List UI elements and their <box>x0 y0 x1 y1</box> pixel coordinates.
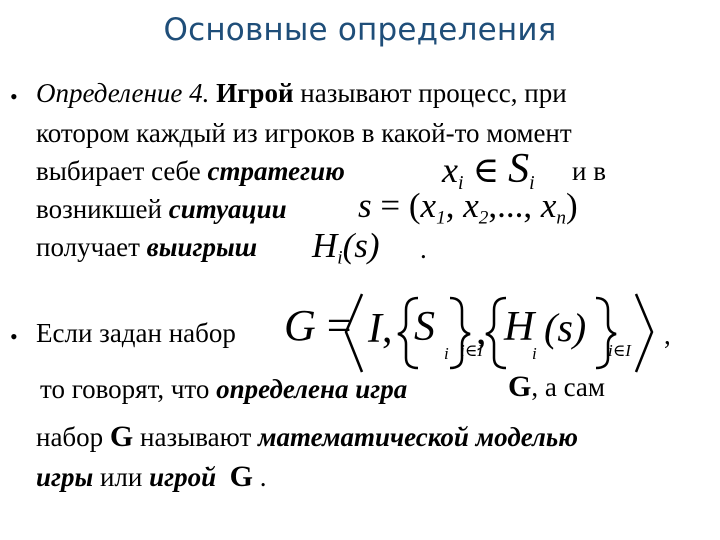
subscript: 1 <box>436 207 446 229</box>
symbol-H: H <box>312 226 338 265</box>
term-game: игрой <box>149 462 217 492</box>
line-text: то говорят, что <box>40 374 210 404</box>
symbol-I: I <box>368 306 382 352</box>
line-text <box>36 422 578 452</box>
index-range: i∈I <box>460 341 483 360</box>
definition-label: Определение 4. <box>36 78 210 108</box>
term-game: Игрой <box>216 78 294 108</box>
term-game: игры <box>36 462 94 492</box>
subscript: 2 <box>478 207 489 229</box>
symbol-G: G <box>229 460 253 493</box>
definition-line-2: котором каждый из игроков в какой-то момент <box>36 118 572 148</box>
symbol-in: ∈ <box>472 150 500 190</box>
symbol-G: G <box>284 301 316 350</box>
line-text <box>40 376 407 403</box>
line-text: Если задан набор <box>36 318 236 348</box>
line-text: получает <box>36 232 140 262</box>
line-text: выбирает себе <box>36 156 201 186</box>
symbol-H: H <box>504 304 535 350</box>
subscript: i <box>529 171 535 194</box>
term-situation: ситуации <box>168 194 287 224</box>
paren-close: ) <box>566 186 578 225</box>
line-text <box>36 462 266 492</box>
comma: , <box>664 320 671 350</box>
period: . <box>259 462 267 492</box>
subscript: n <box>556 207 567 229</box>
index-range: i∈I <box>608 341 631 360</box>
symbol-x: x <box>442 150 458 190</box>
symbol-s: s <box>358 186 372 225</box>
term-math-model: математической моделью <box>258 422 578 452</box>
line-text: называют <box>140 422 252 452</box>
symbol-eq: = <box>380 186 401 225</box>
term-strategy: стратегию <box>207 156 345 186</box>
subscript: i <box>444 344 449 363</box>
symbol-eq: = <box>326 301 352 350</box>
subscript: i <box>457 171 464 194</box>
symbol-x1: x <box>420 186 437 225</box>
symbol-xn: x <box>540 186 557 225</box>
comma: , <box>382 306 393 352</box>
bullet-marker: • <box>10 324 18 349</box>
bullet-marker: • <box>10 84 18 109</box>
symbol-S: S <box>414 304 435 350</box>
symbol-S: S <box>508 146 530 192</box>
symbol-x2: x <box>463 186 479 225</box>
line-text: набор <box>36 422 104 452</box>
term-defined-game: определена игра <box>216 374 408 404</box>
line-text: возникшей <box>36 194 162 224</box>
term-payoff: выигрыш <box>146 232 258 262</box>
line-text: , а сам <box>531 372 605 402</box>
line-text: и в <box>572 156 606 186</box>
argument: (s) <box>544 305 587 350</box>
symbol-G: G <box>508 370 532 403</box>
slide-title: Основные определения <box>163 12 557 48</box>
period: . <box>420 234 427 264</box>
line-text: или <box>99 462 143 492</box>
subscript: i <box>532 344 537 363</box>
argument: (s) <box>342 226 380 265</box>
line-text: называют процесс, при <box>300 78 567 108</box>
ellipsis: ,..., <box>488 186 533 225</box>
symbol-G: G <box>109 420 134 453</box>
paren-open: ( <box>408 186 421 225</box>
comma: , <box>445 186 455 225</box>
comma: , <box>476 308 487 354</box>
subscript: i <box>337 247 343 269</box>
